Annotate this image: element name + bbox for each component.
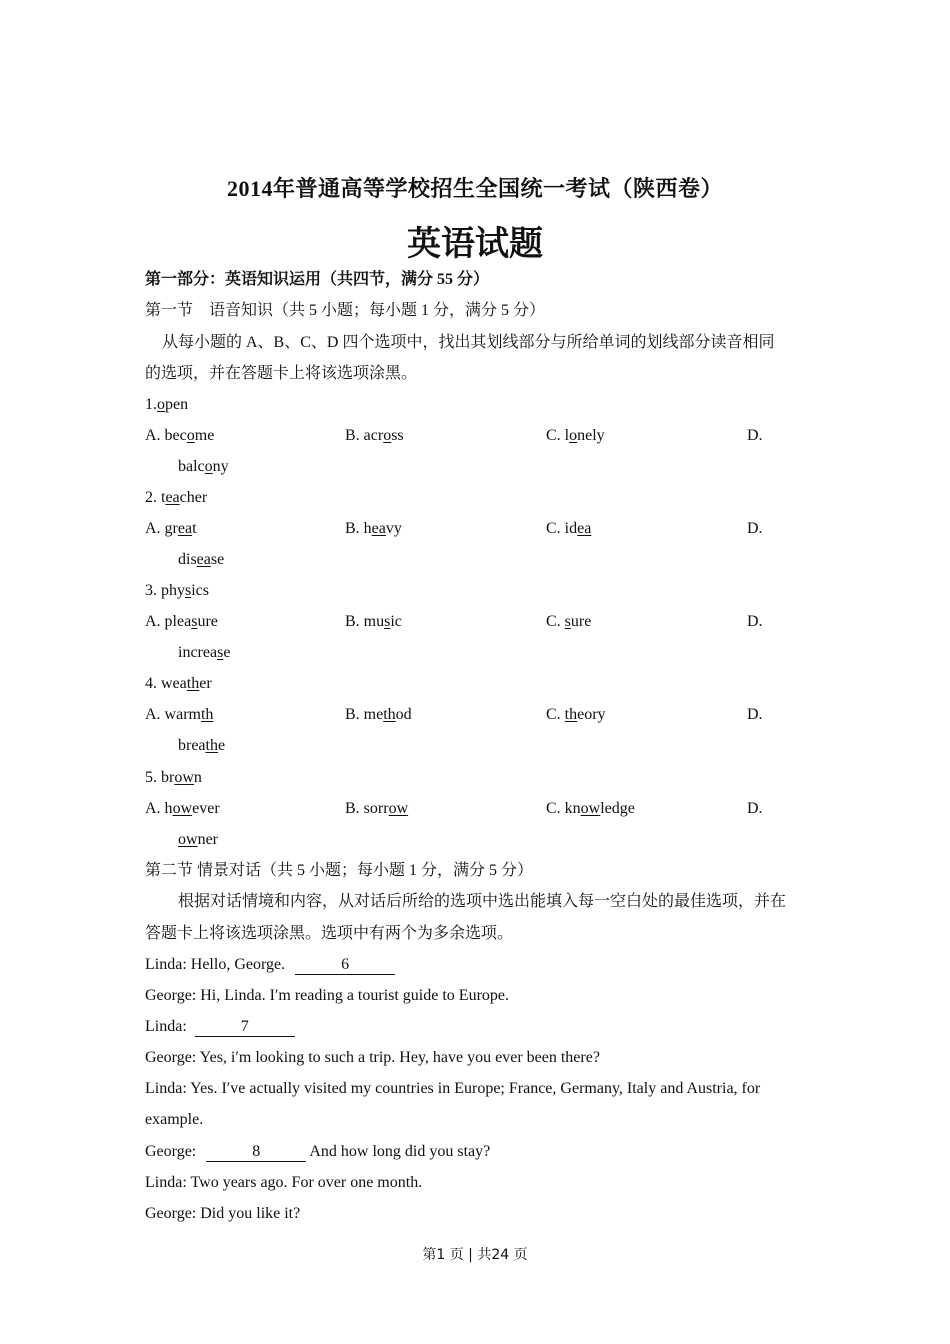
- dialog-line-2: George: Hi, Linda. I′m reading a tourist guide to Europe.: [145, 987, 509, 1004]
- question-2-stem: 2. teacher: [145, 489, 208, 506]
- question-5-option-c: C. knowledge: [546, 800, 635, 817]
- dialog-line-3: Linda: 7: [145, 1017, 295, 1037]
- exam-title: 2014年普通高等学校招生全国统一考试（陕西卷）: [226, 176, 723, 201]
- page-footer: 第1 页 | 共24 页: [422, 1247, 528, 1263]
- question-3-option-d-word: increase: [178, 644, 231, 661]
- dialog-line-7: George: 8 And how long did you stay?: [145, 1143, 491, 1160]
- section1-instruction-line2: 的选项，并在答题卡上将该选项涂黑。: [145, 365, 418, 382]
- question-5-option-d-word: owner: [178, 831, 218, 848]
- question-3-option-b: B. music: [345, 613, 402, 630]
- section2-instruction-line2: 答题卡上将该选项涂黑。选项中有两个为多余选项。: [145, 925, 514, 942]
- question-3-option-a: A. pleasure: [145, 613, 218, 630]
- question-4-option-d-word: breathe: [178, 737, 226, 754]
- part1-heading: 第一部分：英语知识运用（共四节，满分 55 分）: [145, 271, 490, 288]
- question-5-option-a: A. however: [145, 800, 220, 817]
- dialog-line-9: George: Did you like it?: [145, 1205, 301, 1222]
- question-3-option-d-label: D.: [747, 613, 763, 630]
- question-2-option-d-word: disease: [178, 551, 225, 568]
- section2-heading: 第二节 情景对话（共 5 小题；每小题 1 分，满分 5 分）: [145, 862, 534, 879]
- question-2-option-a: A. great: [145, 520, 197, 537]
- question-2-option-d-label: D.: [747, 520, 763, 537]
- question-3-option-c: C. sure: [546, 613, 592, 630]
- question-3-stem: 3. physics: [145, 582, 210, 599]
- dialog-line-8: Linda: Two years ago. For over one month.: [145, 1174, 423, 1191]
- section1-heading: 第一节 语音知识（共 5 小题；每小题 1 分，满分 5 分）: [145, 302, 546, 319]
- question-4-option-c: C. theory: [546, 706, 606, 723]
- blank-6[interactable]: 6: [295, 956, 395, 975]
- dialog-line-6: example.: [145, 1111, 204, 1128]
- blank-7[interactable]: 7: [195, 1018, 295, 1037]
- question-4-stem: 4. weather: [145, 675, 212, 692]
- question-5-option-d-label: D.: [747, 800, 763, 817]
- question-4-option-a: A. warmth: [145, 706, 214, 723]
- question-1-option-b: B. across: [345, 427, 404, 444]
- dialog-line-1: Linda: Hello, George. 6: [145, 955, 395, 975]
- question-1-option-a: A. become: [145, 427, 215, 444]
- question-4-option-d-label: D.: [747, 706, 763, 723]
- section2-instruction-line1: 根据对话情境和内容，从对话后所给的选项中选出能填入每一空白处的最佳选项，并在: [178, 893, 787, 910]
- question-4-option-b: B. method: [345, 706, 412, 723]
- question-5-option-b: B. sorrow: [345, 800, 409, 817]
- question-2-option-b: B. heavy: [345, 520, 402, 537]
- question-2-option-c: C. idea: [546, 520, 592, 537]
- dialog-line-5: Linda: Yes. I′ve actually visited my countries in Europe; France, Germany, Italy and Austria, for: [145, 1080, 761, 1097]
- exam-subtitle: 英语试题: [407, 226, 543, 263]
- blank-8[interactable]: 8: [206, 1143, 306, 1162]
- question-1-option-d-word: balcony: [178, 458, 229, 475]
- question-1-option-d-label: D.: [747, 427, 763, 444]
- question-1-option-c: C. lonely: [546, 427, 605, 444]
- section1-instruction-line1: 从每小题的 A、B、C、D 四个选项中，找出其划线部分与所给单词的划线部分读音相同: [162, 334, 775, 351]
- dialog-line-4: George: Yes, i′m looking to such a trip. Hey, have you ever been there?: [145, 1049, 600, 1066]
- question-5-stem: 5. brown: [145, 769, 202, 786]
- question-1-stem: 1.open: [145, 396, 189, 413]
